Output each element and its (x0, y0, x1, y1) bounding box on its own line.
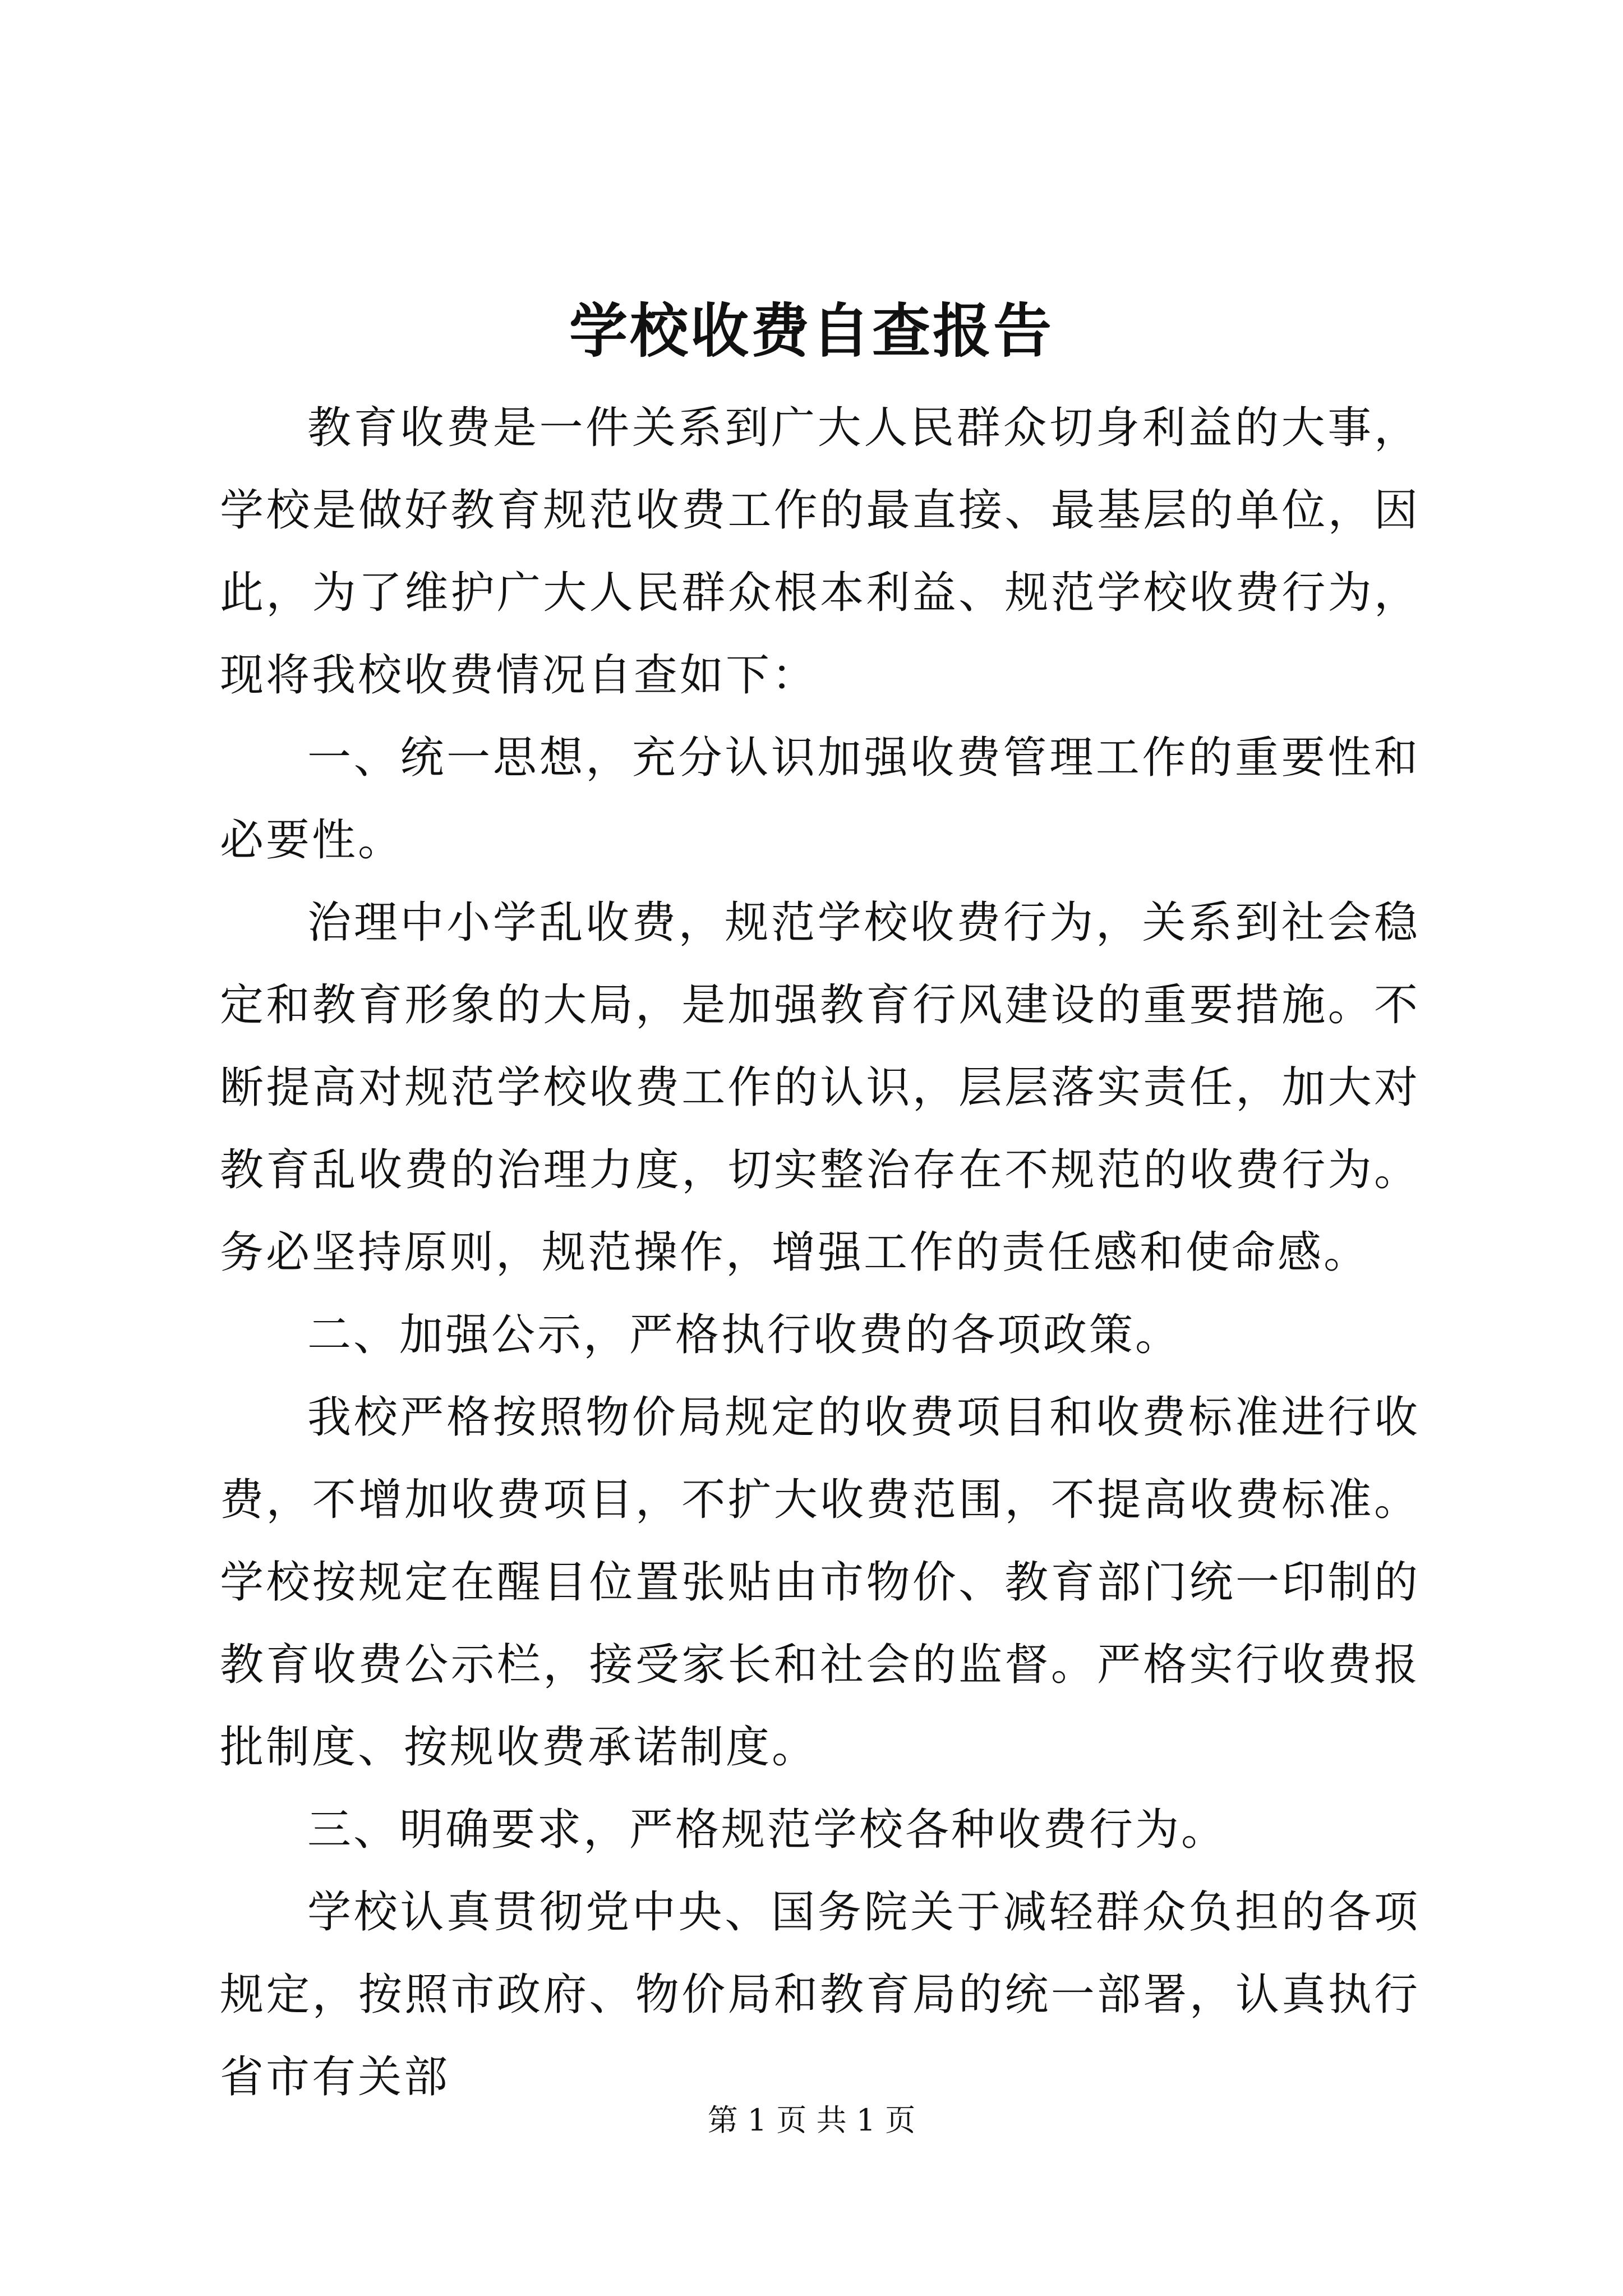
page-number-footer: 第 1 页 共 1 页 (707, 2102, 916, 2138)
section-heading-2: 二、加强公示，严格执行收费的各项政策。 (307, 1310, 1182, 1360)
paragraph-section-3: 学校认真贯彻党中央、国务院关于减轻群众负担的各项规定，按照市政府、物价局和教育局的统一部署，认真执行省市有关部 (220, 1887, 1420, 2102)
section-heading-1: 一、统一思想，充分认识加强收费管理工作的重要性和必要性。 (220, 733, 1420, 866)
document-title: 学校收费自查报告 (569, 296, 1054, 365)
document-body (220, 387, 1420, 2119)
paragraph-section-1: 治理中小学乱收费，规范学校收费行为，关系到社会稳定和教育形象的大局，是加强教育行风建设的重要措施。不断提高对规范学校收费工作的认识，层层落实责任，加大对教育乱收费的治理力度，切实整治存在不规范的收费行为。务必坚持原则，规范操作，增强工作的责任感和使命感。 (220, 898, 1420, 1278)
paragraph-intro: 教育收费是一件关系到广大人民群众切身利益的大事，学校是做好教育规范收费工作的最直接、最基层的单位，因此，为了维护广大人民群众根本利益、规范学校收费行为，现将我校收费情况自查如下： (220, 403, 1420, 701)
section-heading-3: 三、明确要求，严格规范学校各种收费行为。 (307, 1805, 1228, 1855)
paragraph-section-2: 我校严格按照物价局规定的收费项目和收费标准进行收费，不增加收费项目，不扩大收费范围，不提高收费标准。学校按规定在醒目位置张贴由市物价、教育部门统一印制的教育收费公示栏，接受家长和社会的监督。严格实行收费报批制度、按规收费承诺制度。 (220, 1392, 1420, 1773)
